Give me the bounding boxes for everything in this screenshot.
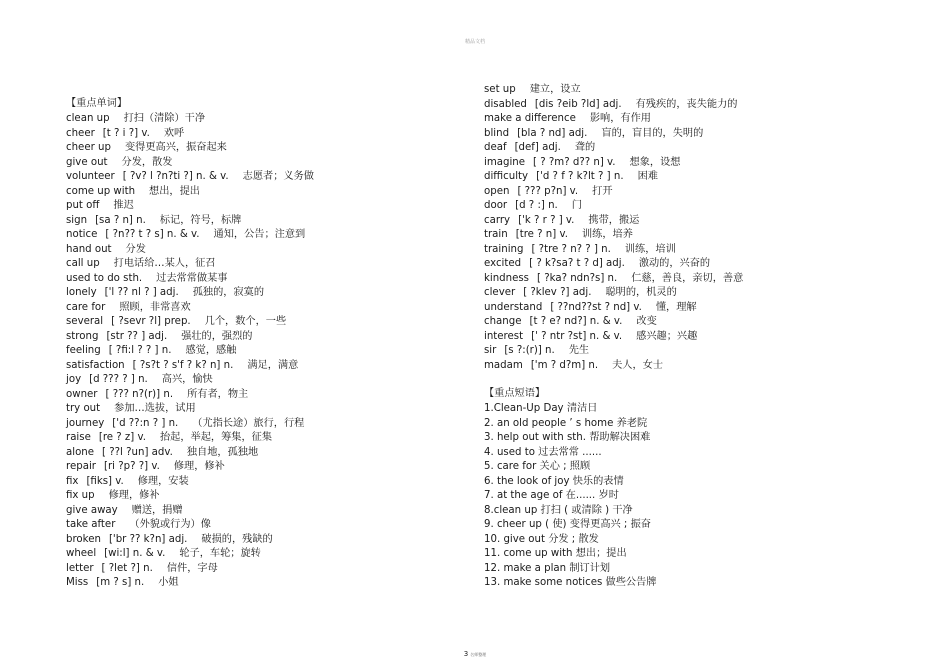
word-entry — [66, 142, 227, 154]
word-entry — [66, 476, 189, 488]
word-term: clean up — [66, 113, 110, 124]
word-term: carry — [484, 214, 511, 226]
word-phonetic: [bla ? nd] adj. — [517, 127, 588, 139]
word-meaning: 聪明的，机灵的 — [605, 287, 677, 298]
word-meaning: 参加…选拔，试用 — [114, 403, 196, 414]
word-meaning: 聋的 — [574, 142, 596, 153]
word-meaning: 赠送，捐赠 — [131, 504, 183, 516]
word-term: cheer — [66, 127, 95, 139]
word-meaning: 标记，符号，标牌 — [159, 214, 242, 226]
word-entry — [484, 200, 582, 212]
word-term: train — [484, 229, 508, 240]
word-phonetic: [tre ? n] v. — [515, 229, 568, 240]
word-entry — [484, 287, 677, 299]
word-entry — [66, 548, 261, 560]
word-entry — [66, 316, 286, 328]
phrase-entry: 7. at the age of 在...... 岁时 — [484, 490, 619, 501]
word-meaning: 打开 — [592, 185, 613, 197]
word-phonetic: [dis ?eib ?ld] adj. — [534, 98, 622, 110]
word-meaning: 信件，字母 — [166, 562, 218, 574]
word-entry — [66, 563, 218, 575]
word-meaning: 建立，设立 — [529, 84, 581, 95]
word-term: disabled — [484, 98, 527, 110]
word-meaning: 欢呼 — [163, 127, 185, 139]
phrase-entry: 2. an old people ’ s home 养老院 — [484, 417, 648, 429]
word-phonetic: [d ? :] n. — [515, 200, 558, 211]
word-meaning: 懂，理解 — [655, 301, 697, 313]
word-entry — [66, 113, 205, 125]
word-entry — [66, 577, 179, 589]
word-entry — [484, 331, 697, 343]
word-meaning: 通知，公告；注意到 — [213, 229, 306, 240]
word-term: open — [484, 185, 510, 197]
word-term: clever — [484, 287, 516, 298]
phrase-entry: 5. care for 关心 ; 照顾 — [484, 461, 591, 472]
word-phonetic: [def] adj. — [514, 142, 561, 153]
word-meaning: 过去常常做某事 — [156, 272, 228, 284]
word-meaning: 几个，数个，一些 — [204, 316, 287, 327]
phrase-entry: 12. make a plan 制订计划 — [484, 562, 611, 574]
word-meaning: （外貌或行为）像 — [129, 519, 211, 530]
header-watermark: 精品文档 — [464, 39, 485, 45]
word-entry — [66, 273, 227, 285]
word-entry — [66, 128, 184, 140]
word-meaning: 打扫（清除）干净 — [123, 113, 206, 124]
word-phonetic: [ ?s?t ? s'f ? k? n] n. — [132, 359, 234, 371]
phrase-entry: 10. give out 分发 ; 散发 — [484, 533, 599, 545]
word-meaning: 小姐 — [158, 577, 179, 588]
word-meaning: 携带，搬运 — [588, 214, 640, 226]
word-term: door — [484, 200, 508, 211]
word-term: strong — [66, 330, 99, 342]
word-term: several — [66, 316, 104, 327]
word-term: blind — [484, 127, 510, 139]
word-phonetic: [ ?v? l ?n?ti ?] n. & v. — [122, 171, 229, 182]
word-term: volunteer — [66, 171, 115, 182]
word-meaning: 破损的，残缺的 — [201, 533, 273, 545]
word-term: cheer up — [66, 142, 111, 153]
word-meaning: 照顾，非常喜欢 — [119, 301, 191, 313]
word-meaning: （尤指长途）旅行，行程 — [192, 417, 305, 429]
word-meaning: 影响，有作用 — [589, 113, 651, 124]
word-meaning: 分发，散发 — [121, 156, 173, 168]
word-term: make a difference — [484, 113, 576, 124]
word-meaning: 变得更高兴，振奋起来 — [124, 142, 227, 153]
word-phonetic: [ ?let ?] n. — [101, 562, 153, 574]
word-meaning: 改变 — [636, 316, 657, 327]
word-entry — [66, 360, 298, 372]
phrase-entry: 6. the look of joy 快乐的表情 — [484, 475, 624, 487]
word-meaning: 高兴，愉快 — [161, 374, 213, 385]
word-phonetic: [ ?klev ?] adj. — [523, 287, 592, 298]
word-meaning: 感觉，感触 — [185, 345, 237, 356]
word-meaning: 想出，提出 — [149, 185, 200, 197]
word-meaning: 激动的，兴奋的 — [638, 258, 711, 269]
word-phonetic: [re ? z] v. — [98, 432, 146, 443]
word-phonetic: [ ?tre ? n? ? ] n. — [531, 243, 611, 255]
word-entry — [66, 461, 225, 473]
word-term: sir — [484, 345, 497, 356]
word-term: take after — [66, 519, 116, 530]
word-phonetic: ['l ?? nl ? ] adj. — [104, 287, 179, 298]
word-meaning: 轮子，车轮；旋转 — [179, 548, 261, 559]
word-phonetic: [str ?? ] adj. — [106, 330, 168, 342]
word-entry — [484, 360, 663, 372]
word-phonetic: ['br ?? k?n] adj. — [108, 533, 188, 545]
section-title-words: 【重点单词】 — [66, 98, 128, 109]
word-term: feeling — [66, 345, 101, 356]
word-meaning: 抬起，举起，筹集，征集 — [159, 432, 273, 443]
phrase-entry: 3. help out with sth. 帮助解决困难 — [484, 432, 651, 443]
word-entry — [66, 331, 253, 343]
word-entry — [66, 447, 258, 459]
word-meaning: 推迟 — [113, 200, 134, 211]
word-meaning: 独自地，孤独地 — [186, 446, 259, 458]
phrase-entry: 13. make some notices 做些公告牌 — [484, 577, 657, 588]
word-phonetic: [ ? k?sa? t ? d] adj. — [529, 258, 625, 269]
word-entry — [66, 229, 305, 241]
word-meaning: 困难 — [637, 171, 658, 182]
word-meaning: 打电话给…某人，征召 — [113, 258, 216, 269]
word-term: satisfaction — [66, 359, 125, 371]
word-meaning: 盲的，盲目的，失明的 — [601, 127, 704, 139]
word-phonetic: ['k ? r ? ] v. — [518, 214, 575, 226]
word-entry — [484, 99, 738, 111]
word-term: imagine — [484, 156, 526, 168]
word-term: fix — [66, 475, 79, 487]
word-term: call up — [66, 258, 100, 269]
word-term: excited — [484, 258, 522, 269]
word-term: letter — [66, 562, 94, 574]
word-entry — [66, 157, 172, 169]
word-entry — [66, 418, 304, 430]
word-term: training — [484, 243, 524, 255]
word-entry — [66, 403, 196, 415]
word-entry — [484, 229, 633, 241]
word-term: care for — [66, 301, 106, 313]
word-meaning: 孤独的，寂寞的 — [192, 287, 265, 298]
word-term: broken — [66, 533, 101, 545]
word-entry — [484, 113, 651, 125]
word-term: try out — [66, 403, 101, 414]
word-entry — [66, 200, 134, 212]
word-term: kindness — [484, 272, 529, 284]
word-phonetic: [d ??? ? ] n. — [89, 374, 148, 385]
word-phonetic: [fiks] v. — [86, 475, 124, 487]
word-phonetic: [wi:l] n. & v. — [104, 548, 166, 559]
word-term: Miss — [66, 577, 89, 588]
word-term: lonely — [66, 287, 97, 298]
word-entry — [484, 128, 703, 140]
word-phonetic: ['m ? d?m] n. — [530, 359, 599, 371]
word-entry — [66, 287, 264, 299]
word-term: repair — [66, 461, 96, 472]
word-entry — [484, 258, 710, 270]
word-phonetic: [ ?n?? t ? s] n. & v. — [105, 229, 200, 240]
word-phonetic: [ ?ka? ndn?s] n. — [537, 272, 618, 284]
word-term: notice — [66, 229, 98, 240]
word-entry — [484, 302, 697, 314]
word-meaning: 感兴趣；兴趣 — [636, 330, 698, 342]
word-term: raise — [66, 432, 91, 443]
word-entry — [484, 345, 589, 357]
phrase-entry: 8.clean up 打扫 ( 或清除 ) 干净 — [484, 504, 633, 516]
word-phonetic: ['d ??:n ? ] n. — [112, 417, 179, 429]
word-term: used to do sth. — [66, 272, 143, 284]
word-entry — [66, 186, 200, 198]
word-entry — [66, 389, 248, 401]
word-meaning: 仁慈，善良，亲切，善意 — [631, 272, 744, 284]
word-entry — [66, 258, 216, 270]
word-term: interest — [484, 330, 524, 342]
word-term: owner — [66, 388, 98, 400]
word-entry — [66, 519, 211, 531]
word-phonetic: [ ??? p?n] v. — [517, 185, 579, 197]
word-entry — [66, 345, 236, 357]
page-number: 3 — [463, 650, 469, 658]
word-term: give away — [66, 504, 118, 516]
word-entry — [484, 316, 657, 328]
word-term: madam — [484, 359, 523, 371]
word-meaning: 修理，安装 — [137, 475, 189, 487]
word-term: change — [484, 316, 522, 327]
word-entry — [66, 302, 191, 314]
word-entry — [66, 244, 146, 256]
word-term: give out — [66, 156, 108, 168]
phrase-entry: 11. come up with 想出；提出 — [484, 548, 627, 559]
word-phonetic: [' ? ntr ?st] n. & v. — [531, 330, 623, 342]
footer-note: 名师整理 — [470, 652, 487, 657]
word-meaning: 训练，培养 — [581, 229, 633, 240]
word-term: sign — [66, 214, 88, 226]
word-phonetic: [sa ? n] n. — [95, 214, 146, 226]
word-phonetic: [m ? s] n. — [96, 577, 145, 588]
phrase-entry: 4. used to 过去常常 ...... — [484, 446, 602, 458]
word-entry — [484, 142, 595, 154]
word-entry — [484, 186, 613, 198]
word-term: put off — [66, 200, 100, 211]
word-entry — [484, 273, 743, 285]
page-footer — [0, 650, 950, 658]
word-term: set up — [484, 84, 516, 95]
word-phonetic: [s ?:(r)] n. — [504, 345, 555, 356]
word-phonetic: [ ??? n?(r)] n. — [105, 388, 174, 400]
word-meaning: 分发 — [125, 243, 146, 255]
word-meaning: 想象，设想 — [629, 156, 681, 168]
phrase-entry: 9. cheer up ( 使) 变得更高兴 ; 振奋 — [484, 519, 651, 530]
word-entry — [66, 490, 160, 502]
word-term: understand — [484, 301, 543, 313]
word-entry — [66, 432, 272, 444]
word-entry — [66, 534, 273, 546]
word-entry — [66, 171, 314, 183]
word-phonetic: [t ? e? nd?] n. & v. — [529, 316, 623, 327]
word-entry — [484, 171, 658, 183]
word-entry — [484, 215, 639, 227]
phrase-entry: 1.Clean-Up Day 清洁日 — [484, 403, 598, 414]
word-phonetic: [t ? i ?] v. — [102, 127, 150, 139]
word-meaning: 修理，修补 — [108, 490, 160, 501]
word-entry — [66, 374, 213, 386]
word-term: fix up — [66, 490, 95, 501]
word-meaning: 训练，培训 — [624, 243, 676, 255]
word-entry — [66, 215, 241, 227]
word-meaning: 满足，满意 — [247, 359, 299, 371]
word-phonetic: ['d ? f ? k?lt ? ] n. — [536, 171, 624, 182]
word-term: deaf — [484, 142, 507, 153]
word-meaning: 夫人，女士 — [612, 359, 664, 371]
word-entry — [484, 84, 581, 96]
word-phonetic: [ ? ?m? d?? n] v. — [533, 156, 616, 168]
word-meaning: 强壮的，强烈的 — [181, 330, 253, 342]
word-phonetic: [ ??nd??st ? nd] v. — [550, 301, 642, 313]
word-meaning: 先生 — [568, 345, 590, 356]
word-entry — [484, 157, 680, 169]
word-phonetic: [ ?fi:l ? ? ] n. — [108, 345, 172, 356]
word-term: journey — [66, 417, 105, 429]
word-term: joy — [66, 374, 82, 385]
word-phonetic: [ ?sevr ?l] prep. — [111, 316, 191, 327]
word-entry — [66, 505, 183, 517]
word-phonetic: [ ??l ?un] adv. — [102, 446, 173, 458]
word-meaning: 门 — [571, 200, 582, 211]
word-entry — [484, 244, 676, 256]
word-term: hand out — [66, 243, 112, 255]
word-meaning: 有残疾的，丧失能力的 — [635, 98, 738, 110]
word-term: difficulty — [484, 171, 529, 182]
word-meaning: 所有者，物主 — [187, 388, 249, 400]
word-term: come up with — [66, 185, 136, 197]
word-term: alone — [66, 446, 95, 458]
word-term: wheel — [66, 548, 97, 559]
word-meaning: 修理，修补 — [173, 461, 225, 472]
section-title-phrases: 【重点短语】 — [484, 388, 546, 399]
word-meaning: 志愿者；义务做 — [242, 171, 314, 182]
word-phonetic: [ri ?p? ?] v. — [103, 461, 160, 472]
